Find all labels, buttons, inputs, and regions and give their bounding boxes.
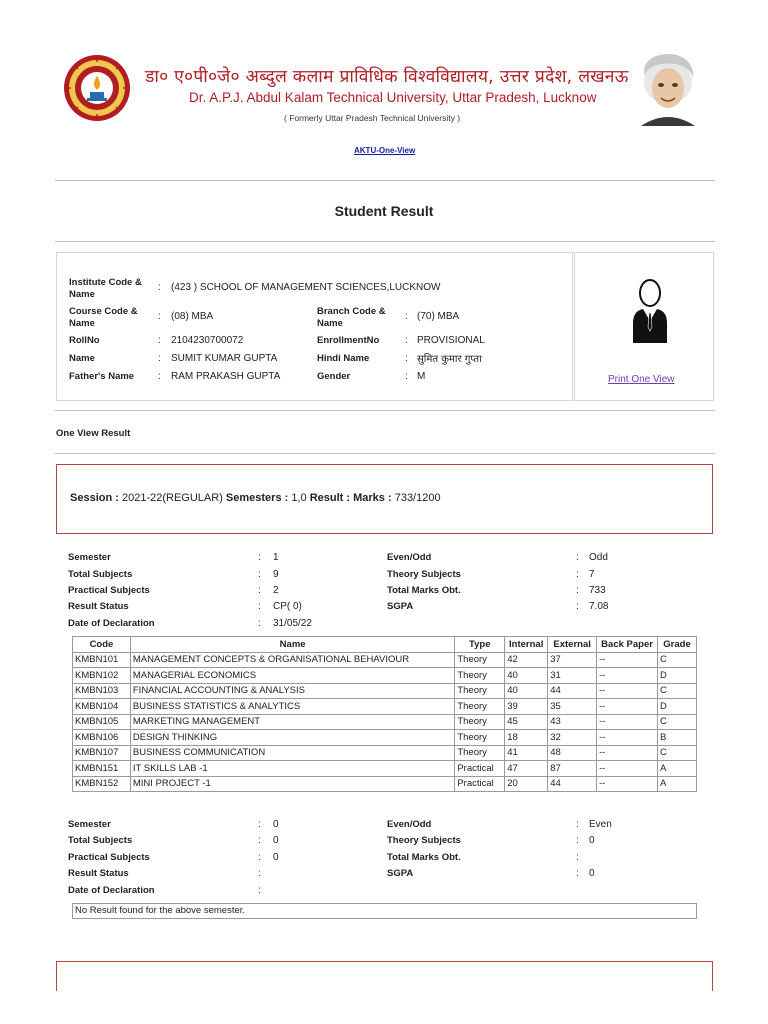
external-marks: 44 [548,683,597,699]
total-subjects-value: 0 [273,835,279,846]
subject-code: KMBN105 [73,714,131,730]
colon: : [158,311,161,322]
page-title: Student Result [334,203,434,219]
subject-name: MANAGERIAL ECONOMICS [130,668,454,684]
colon: : [258,868,261,879]
subject-type: Practical [455,776,505,792]
table-row [73,745,697,761]
subject-type: Theory [455,668,505,684]
declaration-date-value: 31/05/22 [273,618,312,629]
internal-marks: 18 [505,730,548,746]
name-value: SUMIT KUMAR GUPTA [171,353,278,364]
total-subjects-label: Total Subjects [68,569,133,580]
external-marks: 43 [548,714,597,730]
rollno-label: RollNo [69,335,100,346]
table-row [73,776,697,792]
external-marks: 87 [548,761,597,777]
colon: : [576,585,579,596]
sgpa-value: 7.08 [589,601,609,612]
grade: D [658,668,697,684]
subject-name: MINI PROJECT -1 [130,776,454,792]
colon: : [258,618,261,629]
external-marks: 44 [548,776,597,792]
subject-type: Theory [455,652,505,668]
total-subjects-label: Total Subjects [68,835,133,846]
column-header: Internal [505,637,548,653]
no-result-message: No Result found for the above semester. [72,903,697,919]
grade: B [658,730,697,746]
theory-subjects-value: 7 [589,569,595,580]
total-marks-label: Total Marks Obt. [387,852,461,863]
practical-subjects-value: 2 [273,585,279,596]
divider [55,410,715,411]
university-former-name: ( Formerly Uttar Pradesh Technical University ) [284,113,461,123]
total-marks-label: Total Marks Obt. [387,585,461,596]
practical-subjects-label: Practical Subjects [68,852,150,863]
theory-subjects-label: Theory Subjects [387,835,461,846]
internal-marks: 40 [505,683,548,699]
table-row [73,652,697,668]
colon: : [405,335,408,346]
subject-type: Theory [455,745,505,761]
university-header [0,0,768,175]
colon: : [258,852,261,863]
external-marks: 37 [548,652,597,668]
marks-value: 733/1200 [394,492,441,504]
aktu-one-view-link[interactable]: AKTU-One-View [354,146,416,155]
grade: A [658,761,697,777]
result-status-label: Result Status [68,601,129,612]
table-row [73,683,697,699]
subject-code: KMBN103 [73,683,131,699]
subject-name: IT SKILLS LAB -1 [130,761,454,777]
university-title-english: Dr. A.P.J. Abdul Kalam Technical University, Uttar Pradesh, Lucknow [189,90,597,105]
semester-value: 1 [273,552,279,563]
institute-label: Institute Code & Name [69,277,142,300]
colon: : [258,569,261,580]
colon: : [258,835,261,846]
rollno-value: 2104230700072 [171,335,244,346]
even-odd-label: Even/Odd [387,552,432,563]
divider [55,453,715,454]
subject-code: KMBN107 [73,745,131,761]
session-summary-box [56,464,713,534]
theory-subjects-value: 0 [589,835,595,846]
subject-code: KMBN152 [73,776,131,792]
marks-label: Marks : [353,492,392,504]
student-photo-panel [574,252,714,401]
internal-marks: 39 [505,699,548,715]
sgpa-value: 0 [589,868,595,879]
university-seal-logo [63,54,131,122]
colon: : [158,335,161,346]
portrait-image [633,52,703,126]
colon: : [158,353,161,364]
table-row [73,714,697,730]
colon: : [576,569,579,580]
back-paper: -- [597,745,658,761]
total-marks-value: 733 [589,585,606,596]
table-header-row [73,637,697,653]
father-name-value: RAM PRAKASH GUPTA [171,371,281,382]
subject-type: Theory [455,699,505,715]
back-paper: -- [597,668,658,684]
sgpa-label: SGPA [387,868,414,879]
grade: C [658,652,697,668]
theory-subjects-label: Theory Subjects [387,569,461,580]
back-paper: -- [597,683,658,699]
grade: C [658,714,697,730]
colon: : [405,353,408,364]
colon: : [405,371,408,382]
session-summary [70,492,441,504]
colon: : [576,852,579,863]
name-label: Name [69,353,95,364]
table-row [73,668,697,684]
internal-marks: 42 [505,652,548,668]
back-paper: -- [597,730,658,746]
divider [55,180,715,181]
subject-type: Practical [455,761,505,777]
external-marks: 32 [548,730,597,746]
back-paper: -- [597,652,658,668]
subject-name: FINANCIAL ACCOUNTING & ANALYSIS [130,683,454,699]
subject-name: MARKETING MANAGEMENT [130,714,454,730]
university-title-hindi: डा० ए०पी०जे० अब्दुल कलाम प्राविधिक विश्वविद्यालय, उत्तर प्रदेश, लखनऊ [145,67,629,87]
grade: A [658,776,697,792]
internal-marks: 45 [505,714,548,730]
semesters-label: Semesters : [225,492,289,504]
grade: C [658,683,697,699]
colon: : [576,601,579,612]
internal-marks: 47 [505,761,548,777]
branch-label: Branch Code & Name [317,306,386,329]
user-avatar-icon [609,277,669,345]
enrollment-value: PROVISIONAL [417,335,485,346]
column-header: Name [130,637,454,653]
table-row [73,761,697,777]
declaration-date-label: Date of Declaration [68,885,155,896]
semester-label: Semester [68,819,111,830]
colon: : [576,835,579,846]
subject-code: KMBN102 [73,668,131,684]
column-header: Code [73,637,131,653]
student-details-panel [56,252,573,401]
session-label: Session : [70,492,119,504]
marks-table [72,636,697,792]
even-odd-label: Even/Odd [387,819,432,830]
subject-name: DESIGN THINKING [130,730,454,746]
subject-code: KMBN104 [73,699,131,715]
next-session-box [56,961,713,991]
institute-value: (423 ) SCHOOL OF MANAGEMENT SCIENCES,LUCKNOW [171,282,441,293]
external-marks: 35 [548,699,597,715]
colon: : [258,552,261,563]
table-row [73,730,697,746]
divider [55,241,715,242]
subject-code: KMBN151 [73,761,131,777]
one-view-result-heading: One View Result [56,428,131,439]
subject-code: KMBN101 [73,652,131,668]
result-status-label: Result Status [68,868,129,879]
semesters-value: 1,0 [291,492,307,504]
back-paper: -- [597,699,658,715]
internal-marks: 20 [505,776,548,792]
grade: C [658,745,697,761]
back-paper: -- [597,714,658,730]
print-one-view-link[interactable]: Print One View [608,374,675,385]
external-marks: 31 [548,668,597,684]
sgpa-label: SGPA [387,601,414,612]
colon: : [258,819,261,830]
subject-name: BUSINESS STATISTICS & ANALYTICS [130,699,454,715]
colon: : [405,311,408,322]
subject-name: MANAGEMENT CONCEPTS & ORGANISATIONAL BEHAVIOUR [130,652,454,668]
course-value: (08) MBA [171,311,214,322]
result-label: Result : [309,492,351,504]
colon: : [258,885,261,896]
colon: : [576,868,579,879]
colon: : [158,371,161,382]
hindi-name-value: सुमित कुमार गुप्ता [417,354,482,365]
grade: D [658,699,697,715]
colon: : [576,819,579,830]
gender-value: M [417,371,426,382]
enrollment-label: EnrollmentNo [317,335,380,346]
colon: : [576,552,579,563]
gender-label: Gender [317,371,351,382]
practical-subjects-value: 0 [273,852,279,863]
subject-type: Theory [455,730,505,746]
father-name-label: Father's Name [69,371,135,382]
column-header: Grade [658,637,697,653]
column-header: External [548,637,597,653]
semester-label: Semester [68,552,111,563]
hindi-name-label: Hindi Name [317,353,370,364]
internal-marks: 40 [505,668,548,684]
subject-type: Theory [455,714,505,730]
subject-type: Theory [455,683,505,699]
session-value: 2021-22(REGULAR) [121,492,223,504]
practical-subjects-label: Practical Subjects [68,585,150,596]
declaration-date-label: Date of Declaration [68,618,155,629]
colon: : [158,282,161,293]
back-paper: -- [597,776,658,792]
semester-value: 0 [273,819,279,830]
external-marks: 48 [548,745,597,761]
course-label: Course Code & Name [69,306,138,329]
total-subjects-value: 9 [273,569,279,580]
column-header: Back Paper [597,637,658,653]
result-status-value: CP( 0) [273,601,302,612]
branch-value: (70) MBA [417,311,460,322]
subject-code: KMBN106 [73,730,131,746]
internal-marks: 41 [505,745,548,761]
even-odd-value: Odd [589,552,608,563]
colon: : [258,585,261,596]
even-odd-value: Even [589,819,612,830]
colon: : [258,601,261,612]
subject-name: BUSINESS COMMUNICATION [130,745,454,761]
table-row [73,699,697,715]
column-header: Type [455,637,505,653]
back-paper: -- [597,761,658,777]
